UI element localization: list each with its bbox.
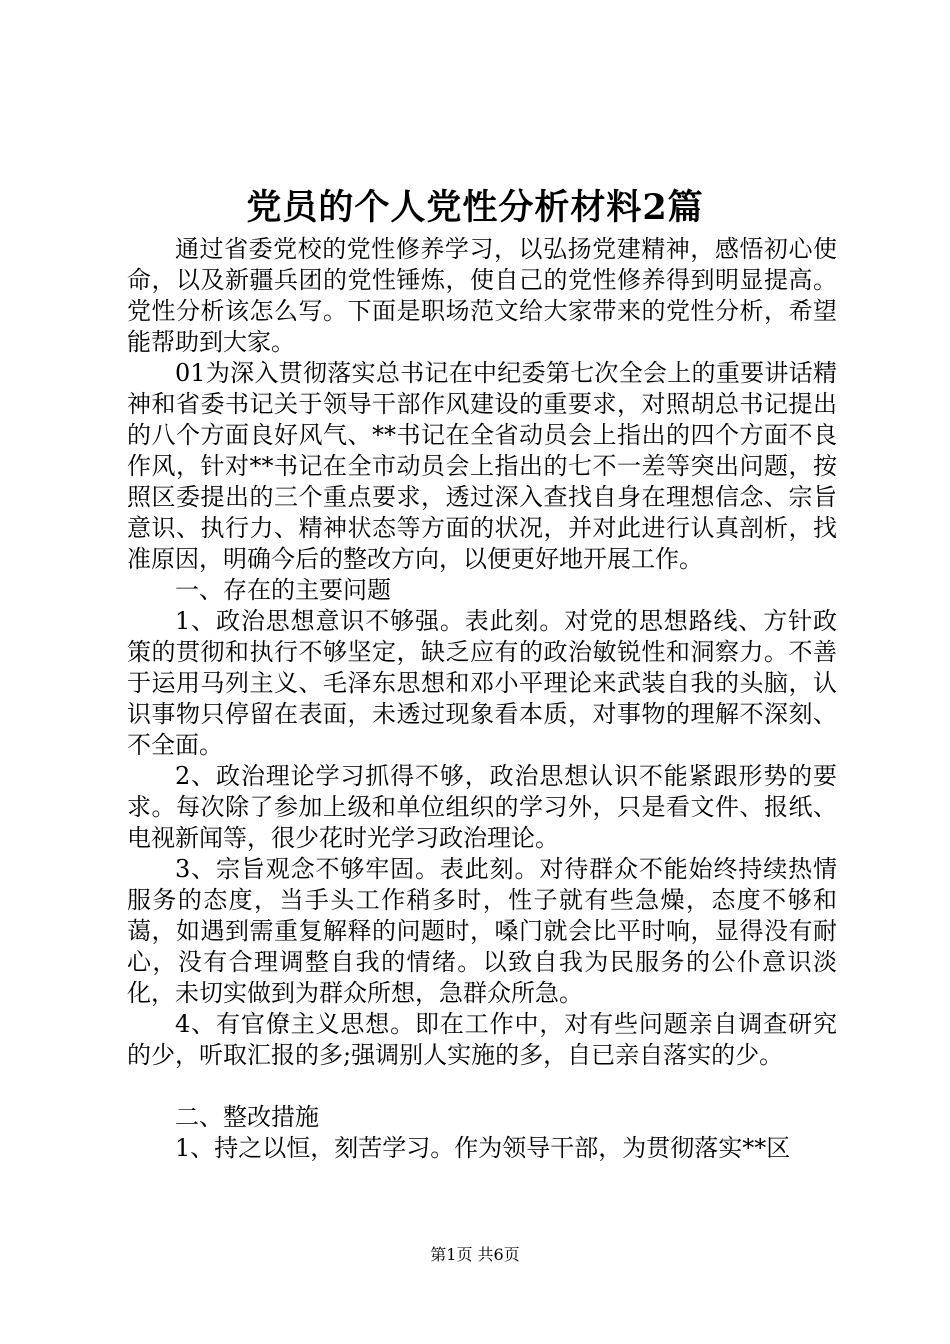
page-footer: 第1页 共6页 — [430, 1245, 520, 1264]
intro-paragraph: 通过省委党校的党性修养学习，以弘扬党建精神，感悟初心使命，以及新疆兵团的党性锤炼，使自己的党性修养得到明显提高。党性分析该怎么写。下面是职场范文给大家带来的党性分析，希望能帮助到大家。 — [127, 235, 837, 356]
problem-item-2: 2、政治理论学习抓得不够，政治思想认识不能紧跟形势的要求。每次除了参加上级和单位组织的学习外，只是看文件、报纸、电视新闻等，很少花时光学习政治理论。 — [127, 762, 837, 852]
problem-item-3: 3、宗旨观念不够牢固。表此刻。对待群众不能始终持续热情服务的态度，当手头工作稍多时，性子就有些急燥，态度不够和蔼，如遇到需重复解释的问题时，嗓门就会比平时响，显得没有耐心，没有合理调整自我的情绪。以致自我为民服务的公仆意识淡化，未切实做到为群众所想，急群众所急。 — [127, 855, 837, 1007]
background-paragraph: 01为深入贯彻落实总书记在中纪委第七次全会上的重要讲话精神和省委书记关于领导干部作风建设的重要求，对照胡总书记提出的八个方面良好风气、**书记在全省动员会上指出的四个方面不良作风，针对**书记在全市动员会上指出的七不一差等突出问题，按照区委提出的三个重点要求，透过深入查找自身在理想信念、宗旨意识、执行力、精神状态等方面的状况，并对此进行认真剖析，找准原因，明确今后的整改方向，以便更好地开展工作。 — [127, 359, 837, 573]
section-heading-problems: 一、存在的主要问题 — [175, 576, 391, 604]
measure-item-1: 1、持之以恒，刻苦学习。作为领导干部，为贯彻落实**区 — [175, 1134, 791, 1162]
problem-item-4: 4、有官僚主义思想。即在工作中，对有些问题亲自调查研究的少，听取汇报的多;强调别人实施的多，自已亲自落实的少。 — [127, 1010, 837, 1069]
section-heading-measures: 二、整改措施 — [175, 1103, 319, 1131]
problem-item-1: 1、政治思想意识不够强。表此刻。对党的思想路线、方针政策的贯彻和执行不够坚定，缺乏应有的政治敏锐性和洞察力。不善于运用马列主义、毛泽东思想和邓小平理论来武装自我的头脑，认识事物只停留在表面，未透过现象看本质，对事物的理解不深刻、不全面。 — [127, 607, 837, 759]
document-body — [127, 234, 837, 1164]
document-title: 党员的个人党性分析材料2篇 — [246, 187, 704, 228]
